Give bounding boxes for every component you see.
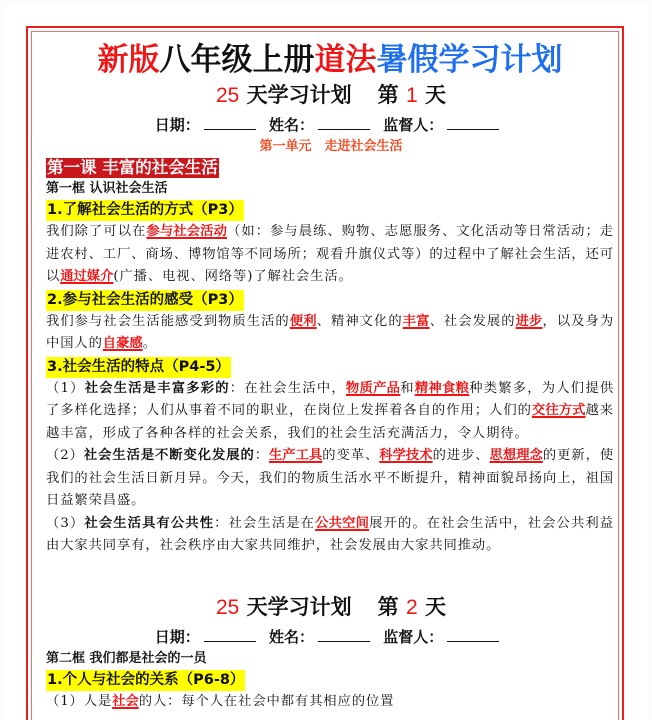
keyword: 便利	[289, 313, 317, 329]
text-run: 和	[400, 380, 415, 396]
date-label: 日期：	[154, 627, 200, 646]
frame-title: 第一框 认识社会生活	[46, 181, 168, 196]
supervisor-label: 监督人：	[383, 116, 444, 134]
text-run: 我们参与社会生活能感受到物质生活的	[46, 313, 290, 329]
keyword: 生产工具	[268, 448, 323, 463]
day-suffix: 天	[424, 83, 446, 107]
keyword: 公共空间	[315, 515, 370, 531]
keyword: 交往方式	[531, 403, 586, 418]
text-run: 的更新，使我们的社会生活日新月异。今天，我们的物质生活水平不断提升，精神面貌昂扬向上，祖国日益繁荣昌盛。	[46, 448, 615, 508]
day-2-title	[46, 592, 616, 622]
supervisor-label: 监督人：	[383, 627, 444, 646]
lesson-title: 第一课 丰富的社会生活	[47, 158, 218, 177]
document-content	[46, 40, 616, 713]
text-run: (广播、电视、网络等)了解社会生活。	[113, 269, 353, 284]
text-run: 的进步、	[432, 448, 490, 463]
plan-total-days: 25	[216, 84, 240, 107]
text-run: （3）	[46, 515, 85, 531]
supervisor-blank[interactable]	[447, 628, 499, 642]
point-label: 社会生活是不断变化发展的	[83, 448, 255, 463]
day-prefix: 第	[377, 594, 399, 619]
text-run: （1）人是	[46, 693, 113, 709]
name-blank[interactable]	[318, 628, 370, 642]
text-run: （如：参与晨练、购物、志愿服务、文化活动等日常活动；走进农村、工厂、商场、博物馆等不同场所；观看升旗仪式等）的过程中了解社会生活，还可以	[46, 224, 614, 284]
text-run: ：在社会生活中，	[229, 380, 346, 396]
point-1	[46, 691, 614, 714]
keyword: 通过媒介	[60, 269, 114, 284]
day-2-info-line	[46, 622, 616, 648]
point-2	[46, 445, 614, 513]
name-label: 姓名：	[268, 116, 314, 134]
title-part-subject: 道法	[314, 42, 377, 78]
day-number: 2	[405, 595, 418, 619]
text-run: （1）	[46, 380, 85, 396]
day-prefix: 第	[377, 83, 399, 107]
text-run: 、社会发展的	[429, 313, 516, 329]
text-run: 。	[142, 336, 157, 351]
plan-total-days: 25	[216, 595, 240, 619]
keyword: 参与社会活动	[146, 224, 228, 239]
title-part-grade: 八年级上册	[159, 42, 315, 78]
section-paragraph	[46, 311, 614, 356]
title-part-new-edition: 新版	[97, 42, 160, 78]
point-label: 社会生活具有公共性	[84, 515, 215, 531]
unit-title: 第一单元 走进社会生活	[259, 139, 403, 154]
keyword: 进步	[515, 313, 543, 329]
date-blank[interactable]	[204, 628, 256, 642]
text-run: （2）	[46, 448, 84, 463]
text-run: 、精神文化的	[316, 313, 403, 329]
text-run: ：社会生活是在	[214, 515, 316, 531]
frame-title: 第二框 我们都是社会的一员	[46, 650, 207, 666]
point-3	[46, 513, 614, 558]
supervisor-blank[interactable]	[447, 116, 499, 130]
text-run: 我们除了可以在	[46, 224, 147, 239]
day-1-info-line	[46, 110, 616, 136]
section-paragraph	[46, 221, 614, 289]
keyword: 丰富	[402, 313, 430, 329]
text-run: ：	[254, 448, 269, 463]
keyword: 思想理念	[489, 448, 543, 463]
plan-label: 天学习计划	[246, 594, 352, 619]
date-label: 日期：	[154, 116, 200, 134]
title-part-summer-plan: 暑假学习计划	[376, 42, 563, 78]
day-suffix: 天	[424, 594, 446, 619]
text-run: 的变革、	[322, 448, 380, 463]
section-heading: 1.个人与社会的关系（P6-8）	[46, 670, 245, 691]
text-run: 展开的。在社会生活中，社会公共利益由大家共同享有，社会秩序由大家共同维护，社会发展由大家共同推动。	[46, 515, 614, 553]
keyword: 自豪感	[102, 336, 143, 351]
main-title	[44, 40, 616, 80]
name-label: 姓名：	[268, 627, 314, 646]
day-number: 1	[405, 84, 418, 107]
day-1-title	[46, 80, 616, 110]
keyword: 精神食粮	[414, 380, 470, 396]
section-heading: 3.社会生活的特点（P4-5）	[46, 357, 231, 378]
keyword: 物质产品	[345, 380, 401, 396]
section-heading: 2.参与社会生活的感受（P3）	[46, 290, 244, 311]
text-run: 越来越丰富，形成了各种各样的社会关系，我们的社会生活充满活力，令人期待。	[46, 403, 614, 441]
point-1	[46, 378, 614, 446]
name-blank[interactable]	[318, 116, 370, 130]
point-label: 社会生活是丰富多彩的	[84, 380, 230, 396]
text-run: 种类繁多，为人们提供了多样化选择；人们从事着不同的职业，在岗位上发挥着各自的作用；人们的	[46, 380, 615, 418]
section-heading: 1.了解社会生活的方式（P3）	[46, 200, 244, 221]
date-blank[interactable]	[204, 116, 256, 130]
keyword: 科学技术	[379, 448, 433, 463]
page	[4, 4, 648, 720]
keyword: 社会	[112, 693, 139, 709]
plan-label: 天学习计划	[246, 83, 352, 107]
text-run: ，以及身为中国人的	[46, 313, 615, 351]
text-run: 的人：每个人在社会中都有其相应的位置	[138, 693, 395, 709]
